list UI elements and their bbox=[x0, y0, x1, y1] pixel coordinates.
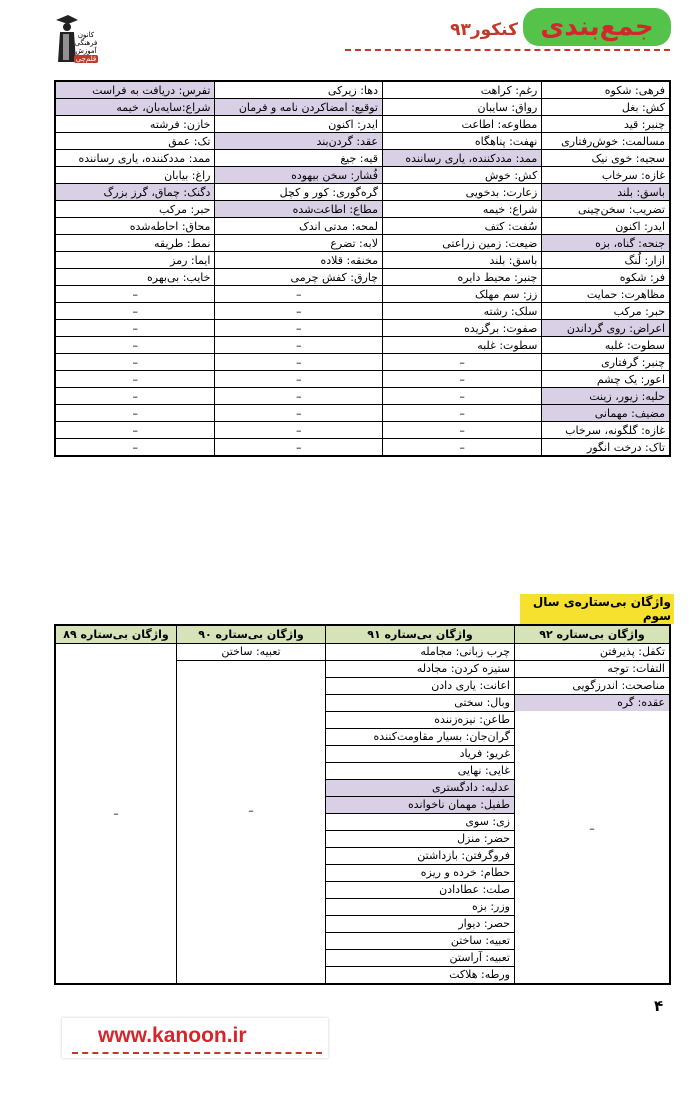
table-cell: کش: بغل bbox=[542, 99, 670, 116]
section-title: واژگان بی‌ستاره‌ی سال سوم bbox=[520, 594, 674, 624]
table-cell: کش: خوش bbox=[382, 167, 541, 184]
kanoon-logo bbox=[54, 14, 98, 64]
list-item: ستیزه کردن: مجادله bbox=[326, 661, 514, 678]
table-cell: زعارت: بدخویی bbox=[382, 184, 541, 201]
table-cell: لابه: تضرع bbox=[215, 235, 383, 252]
table-cell: رغم: کراهت bbox=[382, 81, 541, 99]
table-cell: خازن: فرشته bbox=[55, 116, 215, 133]
table-cell: – bbox=[215, 405, 383, 422]
table-cell: مظاهرت: حمایت bbox=[542, 286, 670, 303]
table-cell: ضیعت: زمین زراعتی bbox=[382, 235, 541, 252]
list-item: عدلیه: دادگستری bbox=[326, 780, 514, 797]
list-item: مناصحت: اندرزگویی bbox=[515, 678, 669, 695]
table-cell: چنبر: محیط دایره bbox=[382, 269, 541, 286]
table-row bbox=[55, 303, 670, 320]
table-row bbox=[55, 320, 670, 337]
list-item: التفات: توجه bbox=[515, 661, 669, 678]
table-cell: شراع:سایه‌بان، خیمه bbox=[55, 99, 215, 116]
table-row bbox=[55, 99, 670, 116]
list-item: غایی: نهایی bbox=[326, 763, 514, 780]
table-row bbox=[55, 235, 670, 252]
list-item: ورطه: هلاکت bbox=[449, 968, 510, 981]
list-item: تعبیه: ساختن bbox=[326, 933, 514, 950]
table-cell: سطوت: غلبه bbox=[382, 337, 541, 354]
table-row bbox=[55, 150, 670, 167]
table-cell: نمط: طریقه bbox=[55, 235, 215, 252]
list-item: زی: سوی bbox=[326, 814, 514, 831]
page-subtitle: کنکور۹۳ bbox=[450, 20, 518, 40]
website-banner bbox=[62, 1018, 328, 1058]
table-cell: اعور: یک چشم bbox=[542, 371, 670, 388]
table-cell: فرهی: شکوه bbox=[542, 81, 670, 99]
page-number: ۴ bbox=[654, 997, 664, 1015]
list-item: عقده: گره bbox=[515, 695, 669, 711]
header-90: واژگان بی‌ستاره ۹۰ bbox=[177, 625, 326, 644]
table-cell: – bbox=[55, 354, 215, 371]
table-cell: حلیه: زیور، زینت bbox=[542, 388, 670, 405]
table-cell: تفرس: دریافت به فراست bbox=[55, 81, 215, 99]
table-row bbox=[55, 252, 670, 269]
logo-text: کانون فرهنگی آموزش قلم‌چی bbox=[74, 31, 98, 63]
table-cell: – bbox=[382, 371, 541, 388]
table-cell: شراع: خیمه bbox=[382, 201, 541, 218]
column-90 bbox=[177, 644, 326, 985]
list-item: چرب زبانی: مجامله bbox=[326, 644, 514, 661]
table-cell: چنبر: قید bbox=[542, 116, 670, 133]
table-cell: باسق: بلند bbox=[542, 184, 670, 201]
table-row bbox=[55, 422, 670, 439]
header-92: واژگان بی‌ستاره ۹۲ bbox=[515, 625, 671, 644]
table-cell: مضیف: مهمانی bbox=[542, 405, 670, 422]
brand-title: جمع‌بندی bbox=[523, 8, 671, 46]
table-row bbox=[55, 286, 670, 303]
list-item: وزر: بزه bbox=[326, 899, 514, 916]
table-cell: ممد: مددکننده، یاری رساننده bbox=[382, 150, 541, 167]
table-row bbox=[55, 439, 670, 457]
table-cell: تاک: درخت انگور bbox=[542, 439, 670, 457]
table-cell: – bbox=[382, 405, 541, 422]
table-cell: ازار: لُنگ bbox=[542, 252, 670, 269]
list-item: حصر: دیوار bbox=[326, 916, 514, 933]
url-divider bbox=[72, 1052, 322, 1054]
table-cell: اعراض: روی گرداندن bbox=[542, 320, 670, 337]
table-cell: ایدر: اکنون bbox=[542, 218, 670, 235]
table-row bbox=[55, 405, 670, 422]
table-row bbox=[55, 201, 670, 218]
table-cell: مطاع: اطاعت‌شده bbox=[215, 201, 383, 218]
table-row bbox=[55, 354, 670, 371]
table-cell: – bbox=[55, 439, 215, 457]
table-row bbox=[55, 218, 670, 235]
table-cell: – bbox=[55, 337, 215, 354]
table-cell: رواق: سایبان bbox=[382, 99, 541, 116]
table-cell: چارق: کفش چرمی bbox=[215, 269, 383, 286]
table-cell: – bbox=[215, 371, 383, 388]
table-cell: – bbox=[215, 286, 383, 303]
table-row bbox=[55, 133, 670, 150]
table-row bbox=[55, 269, 670, 286]
column-92 bbox=[515, 644, 671, 985]
table-cell: ایدر: اکنون bbox=[215, 116, 383, 133]
column-92-empty: – bbox=[589, 822, 595, 835]
table-cell: – bbox=[55, 371, 215, 388]
table-cell: غازه: گلگونه، سرخاب bbox=[542, 422, 670, 439]
table-cell: – bbox=[215, 422, 383, 439]
table-cell: دگنک: چماق، گرز بزرگ bbox=[55, 184, 215, 201]
column-91 bbox=[326, 644, 515, 985]
table-cell: راغ: بیابان bbox=[55, 167, 215, 184]
list-item: غریو: فریاد bbox=[326, 746, 514, 763]
table-cell: – bbox=[215, 337, 383, 354]
table-cell: ایما: رمز bbox=[55, 252, 215, 269]
website-url[interactable]: www.kanoon.ir bbox=[98, 1024, 247, 1047]
table-cell: نهفت: پناهگاه bbox=[382, 133, 541, 150]
table-cell: – bbox=[215, 354, 383, 371]
list-item: تعبیه: آراستن bbox=[326, 950, 514, 967]
table-cell: – bbox=[215, 320, 383, 337]
table-cell: – bbox=[382, 422, 541, 439]
table-cell: صفوت: برگزیده bbox=[382, 320, 541, 337]
table-row bbox=[55, 184, 670, 201]
table-cell: حبر: مرکب bbox=[542, 303, 670, 320]
table-cell: – bbox=[382, 354, 541, 371]
table-row bbox=[55, 388, 670, 405]
header-89: واژگان بی‌ستاره ۸۹ bbox=[55, 625, 177, 644]
table-cell: عقد: گردن‌بند bbox=[215, 133, 383, 150]
header-91: واژگان بی‌ستاره ۹۱ bbox=[326, 625, 515, 644]
table-cell: – bbox=[55, 405, 215, 422]
list-item: گران‌جان: بسیار مقاومت‌کننده bbox=[326, 729, 514, 746]
list-item: فروگرفتن: بازداشتن bbox=[326, 848, 514, 865]
table-cell: ممد: مددکننده، یاری رساننده bbox=[55, 150, 215, 167]
table-row bbox=[55, 81, 670, 99]
table-row bbox=[55, 116, 670, 133]
table-cell: لمحه: مدتی اندک bbox=[215, 218, 383, 235]
table-cell: – bbox=[55, 422, 215, 439]
table-cell: – bbox=[55, 303, 215, 320]
table-cell: سطوت: غلبه bbox=[542, 337, 670, 354]
table-cell: فُشار: سخن بیهوده bbox=[215, 167, 383, 184]
list-item: وبال: سختی bbox=[326, 695, 514, 712]
list-item: تکفل: پذیرفتن bbox=[515, 644, 669, 661]
table-cell: چنبر: گرفتاری bbox=[542, 354, 670, 371]
table-cell: سجیه: خوی نیک bbox=[542, 150, 670, 167]
table-cell: غازه: سرخاب bbox=[542, 167, 670, 184]
column-89: – bbox=[55, 644, 177, 985]
table-cell: – bbox=[215, 303, 383, 320]
header-divider bbox=[345, 49, 670, 51]
table-cell: تضریب: سخن‌چینی bbox=[542, 201, 670, 218]
table-row bbox=[55, 337, 670, 354]
list-item: اعانت: یاری دادن bbox=[326, 678, 514, 695]
table-cell: قیه: جیغ bbox=[215, 150, 383, 167]
table-cell: – bbox=[55, 388, 215, 405]
table-cell: تک: عمق bbox=[55, 133, 215, 150]
table-cell: سلک: رشته bbox=[382, 303, 541, 320]
starless-words-table bbox=[54, 624, 671, 985]
vocab-table bbox=[54, 80, 671, 457]
table-cell: محاق: احاطه‌شده bbox=[55, 218, 215, 235]
table-cell: مطاوعه: اطاعت bbox=[382, 116, 541, 133]
table-cell: حبر: مرکب bbox=[55, 201, 215, 218]
table-cell: – bbox=[382, 388, 541, 405]
list-item: حطام: خرده و ریزه bbox=[326, 865, 514, 882]
table-cell: جنحه: گناه، بزه bbox=[542, 235, 670, 252]
table-cell: – bbox=[382, 439, 541, 457]
table-cell: – bbox=[55, 286, 215, 303]
table-cell: گره‌گوری: کور و کچل bbox=[215, 184, 383, 201]
table-cell: – bbox=[215, 439, 383, 457]
table-row bbox=[55, 167, 670, 184]
table-cell: – bbox=[55, 320, 215, 337]
list-item: تعبیه: ساختن bbox=[177, 644, 325, 661]
column-90-empty: – bbox=[248, 804, 254, 817]
table-cell: مسالمت: خوش‌رفتاری bbox=[542, 133, 670, 150]
table-cell: فر: شکوه bbox=[542, 269, 670, 286]
table-cell: – bbox=[215, 388, 383, 405]
list-item: طفیل: مهمان ناخوانده bbox=[326, 797, 514, 814]
table-cell: خایب: بی‌بهره bbox=[55, 269, 215, 286]
table-row bbox=[55, 371, 670, 388]
table-cell: باسق: بلند bbox=[382, 252, 541, 269]
list-item: طاعن: نیزه‌زننده bbox=[326, 712, 514, 729]
table-cell: دها: زیرکی bbox=[215, 81, 383, 99]
table-cell: توقیع: امضاکردن نامه و فرمان bbox=[215, 99, 383, 116]
list-item: حضر: منزل bbox=[326, 831, 514, 848]
table-cell: مخنقه: قلاده bbox=[215, 252, 383, 269]
list-item: صلت: عطادادن bbox=[326, 882, 514, 899]
table-cell: زز: سم مهلک bbox=[382, 286, 541, 303]
table-cell: سُفت: کتف bbox=[382, 218, 541, 235]
